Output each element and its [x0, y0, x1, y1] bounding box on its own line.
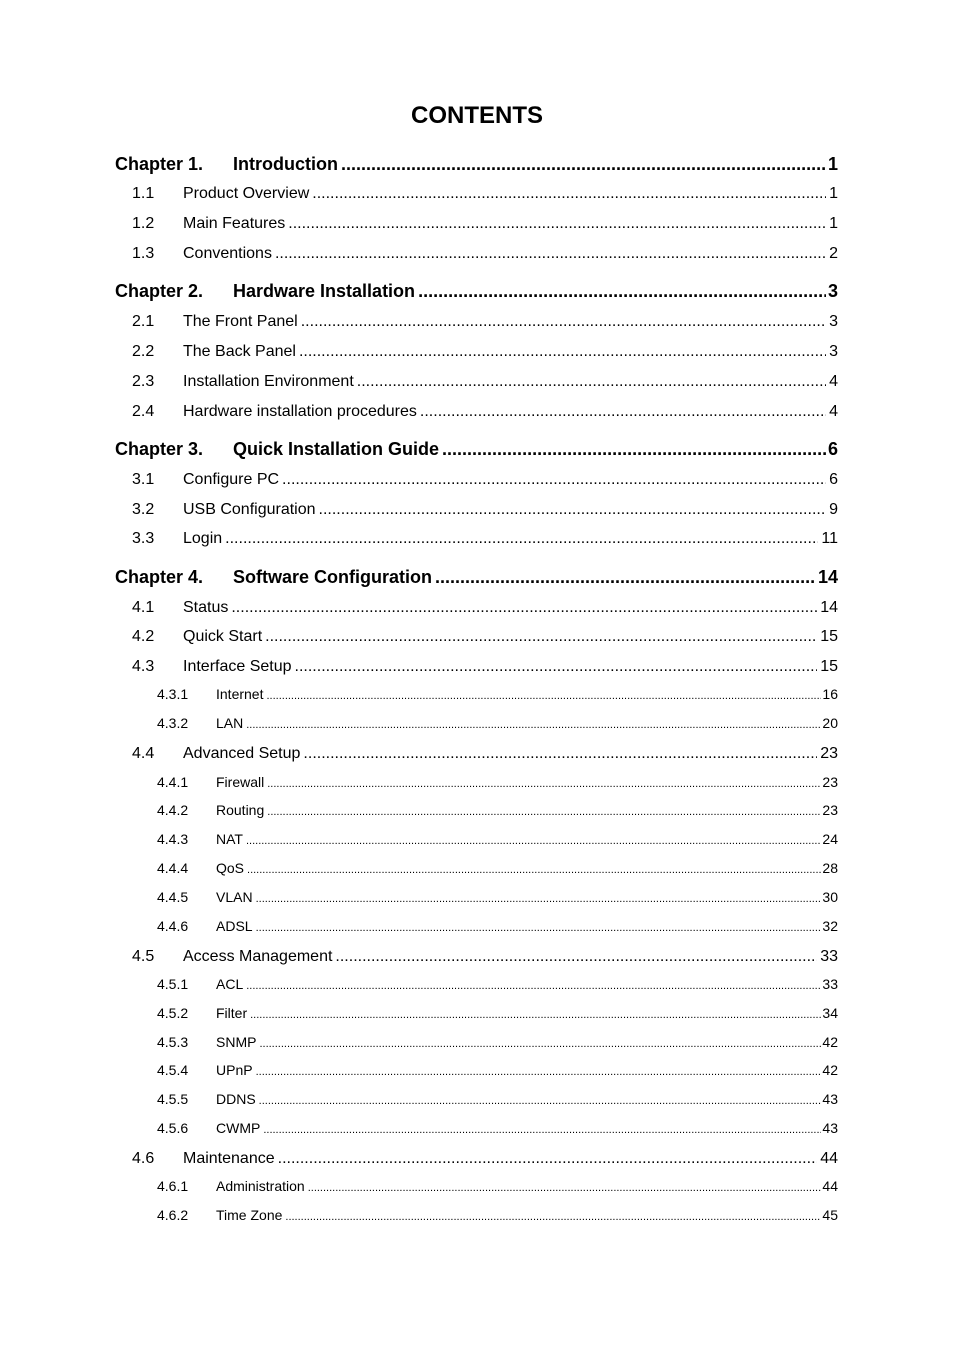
toc-entry-page-number: 3 — [829, 343, 838, 360]
toc-subsection-entry[interactable] — [157, 831, 838, 851]
dot-leader — [231, 599, 817, 617]
toc-entry-number: 4.5 — [132, 948, 155, 965]
toc-entry-title: Configure PC — [183, 471, 280, 488]
dot-leader — [295, 658, 818, 676]
toc-entry-page-number: 30 — [822, 889, 838, 905]
toc-entry-number: 4.6 — [132, 1150, 155, 1167]
toc-entry-page-number: 43 — [822, 1120, 838, 1136]
toc-section-entry[interactable] — [132, 948, 838, 970]
toc-entry-title: The Back Panel — [183, 343, 296, 360]
toc-entry-title: Filter — [216, 1005, 248, 1021]
toc-entry-number: 4.5.2 — [157, 1005, 189, 1021]
dot-leader — [256, 922, 822, 934]
toc-entry-number: 4.3.1 — [157, 686, 189, 702]
toc-entry-number: 4.1 — [132, 599, 155, 616]
toc-entry-title: Quick Start — [183, 628, 263, 645]
dot-leader — [267, 778, 821, 790]
dot-leader — [246, 980, 821, 992]
toc-entry-title: USB Configuration — [183, 501, 316, 518]
toc-entry-page-number: 43 — [822, 1091, 838, 1107]
toc-chapter-entry[interactable] — [115, 281, 838, 305]
toc-entry-title: Routing — [216, 802, 265, 818]
dot-leader — [267, 806, 821, 818]
toc-entry-title: Internet — [216, 686, 264, 702]
toc-entry-number: 4.4.5 — [157, 889, 189, 905]
toc-entry-page-number: 33 — [822, 976, 838, 992]
dot-leader — [308, 1182, 822, 1194]
toc-entry-number: 4.3.2 — [157, 715, 189, 731]
toc-entry-page-number: 6 — [827, 439, 838, 459]
toc-entry-title: CWMP — [216, 1120, 261, 1136]
toc-subsection-entry[interactable] — [157, 802, 838, 822]
toc-entry-number: 1.1 — [132, 185, 155, 202]
toc-subsection-entry[interactable] — [157, 686, 838, 706]
toc-entry-title: ACL — [216, 976, 244, 992]
toc-entry-number: 2.2 — [132, 343, 155, 360]
toc-chapter-entry[interactable] — [115, 439, 838, 463]
toc-section-entry[interactable] — [132, 471, 838, 493]
toc-entry-title: Advanced Setup — [183, 745, 301, 762]
dot-leader — [263, 1124, 821, 1136]
toc-entry-page-number: 15 — [820, 658, 838, 675]
toc-entry-page-number: 16 — [822, 686, 838, 702]
toc-entry-title: VLAN — [216, 889, 253, 905]
toc-section-entry[interactable] — [132, 185, 838, 207]
toc-section-entry[interactable] — [132, 745, 838, 767]
toc-subsection-entry[interactable] — [157, 918, 838, 938]
toc-entry-number: 4.5.4 — [157, 1062, 189, 1078]
dot-leader — [418, 281, 826, 302]
toc-subsection-entry[interactable] — [157, 1120, 838, 1140]
dot-leader — [278, 1150, 818, 1168]
toc-entry-title: Administration — [216, 1178, 305, 1194]
toc-entry-number: 3.1 — [132, 471, 155, 488]
toc-entry-page-number: 44 — [822, 1178, 838, 1194]
toc-entry-page-number: 42 — [822, 1034, 838, 1050]
toc-subsection-entry[interactable] — [157, 1178, 838, 1198]
toc-entry-page-number: 20 — [822, 715, 838, 731]
toc-entry-page-number: 45 — [822, 1207, 838, 1223]
toc-entry-number: 4.4.3 — [157, 831, 189, 847]
toc-entry-page-number: 6 — [829, 471, 838, 488]
toc-subsection-entry[interactable] — [157, 1005, 838, 1025]
toc-entry-number: 3.2 — [132, 501, 155, 518]
dot-leader — [265, 628, 817, 646]
dot-leader — [299, 343, 826, 361]
toc-entry-number: 1.2 — [132, 215, 155, 232]
toc-entry-number: 4.5.5 — [157, 1091, 189, 1107]
toc-chapter-entry[interactable] — [115, 154, 838, 178]
dot-leader — [246, 719, 821, 731]
toc-entry-number: 4.4.2 — [157, 802, 189, 818]
toc-entry-page-number: 23 — [822, 802, 838, 818]
toc-entry-number: 4.2 — [132, 628, 155, 645]
toc-entry-page-number: 3 — [827, 281, 838, 301]
toc-entry-title: DDNS — [216, 1091, 256, 1107]
toc-entry-title: QoS — [216, 860, 245, 876]
toc-entry-title: Installation Environment — [183, 373, 354, 390]
toc-entry-number: 1.3 — [132, 245, 155, 262]
toc-entry-title: LAN — [216, 715, 244, 731]
toc-entry-page-number: 34 — [822, 1005, 838, 1021]
dot-leader — [341, 154, 826, 175]
toc-subsection-entry[interactable] — [157, 774, 838, 794]
dot-leader — [250, 1009, 821, 1021]
toc-chapter-entry[interactable] — [115, 567, 838, 591]
toc-entry-number: 2.3 — [132, 373, 155, 390]
toc-entry-title: Time Zone — [216, 1207, 283, 1223]
toc-entry-number: Chapter 4. — [115, 567, 204, 587]
page-title: CONTENTS — [411, 102, 543, 129]
toc-entry-number: 4.5.3 — [157, 1034, 189, 1050]
toc-entry-page-number: 14 — [820, 599, 838, 616]
dot-leader — [275, 245, 826, 263]
toc-entry-page-number: 23 — [822, 774, 838, 790]
toc-entry-title: Hardware Installation — [233, 281, 416, 301]
dot-leader — [303, 745, 817, 763]
toc-entry-number: 2.4 — [132, 403, 155, 420]
toc-entry-number: 4.4.4 — [157, 860, 189, 876]
dot-leader — [266, 690, 821, 702]
toc-subsection-entry[interactable] — [157, 860, 838, 880]
toc-entry-title: Quick Installation Guide — [233, 439, 440, 459]
dot-leader — [256, 893, 822, 905]
toc-entry-title: The Front Panel — [183, 313, 298, 330]
toc-section-entry[interactable] — [132, 215, 838, 237]
dot-leader — [285, 1211, 821, 1223]
toc-entry-number: 3.3 — [132, 530, 155, 547]
toc-entry-page-number: 1 — [827, 154, 838, 174]
toc-entry-page-number: 28 — [822, 860, 838, 876]
toc-entry-number: 4.6.1 — [157, 1178, 189, 1194]
toc-entry-title: Interface Setup — [183, 658, 292, 675]
toc-entry-page-number: 2 — [829, 245, 838, 262]
dot-leader — [247, 864, 821, 876]
dot-leader — [357, 373, 826, 391]
toc-section-entry[interactable] — [132, 343, 838, 365]
toc-entry-number: 4.3 — [132, 658, 155, 675]
toc-entry-title: Maintenance — [183, 1150, 275, 1167]
toc-subsection-entry[interactable] — [157, 1207, 838, 1227]
toc-entry-title: Product Overview — [183, 185, 310, 202]
toc-entry-number: 2.1 — [132, 313, 155, 330]
toc-entry-title: ADSL — [216, 918, 253, 934]
toc-entry-number: Chapter 3. — [115, 439, 204, 459]
toc-entry-page-number: 14 — [817, 567, 838, 587]
toc-entry-page-number: 15 — [820, 628, 838, 645]
dot-leader — [256, 1066, 822, 1078]
toc-section-entry[interactable] — [132, 403, 838, 425]
toc-entry-title: Login — [183, 530, 223, 547]
toc-entry-page-number: 11 — [821, 530, 838, 547]
dot-leader — [312, 185, 826, 203]
toc-entry-number: 4.5.1 — [157, 976, 189, 992]
dot-leader — [259, 1038, 821, 1050]
dot-leader — [301, 313, 826, 331]
dot-leader — [442, 439, 826, 460]
toc-subsection-entry[interactable] — [157, 1062, 838, 1082]
toc-entry-page-number: 4 — [829, 373, 838, 390]
toc-entry-page-number: 1 — [829, 185, 838, 202]
dot-leader — [288, 215, 826, 233]
dot-leader — [420, 403, 826, 421]
toc-section-entry[interactable] — [132, 530, 838, 552]
toc-section-entry[interactable] — [132, 628, 838, 650]
toc-section-entry[interactable] — [132, 658, 838, 680]
dot-leader — [319, 501, 827, 519]
toc-entry-title: Status — [183, 599, 229, 616]
toc-entry-title: SNMP — [216, 1034, 257, 1050]
toc-entry-title: Hardware installation procedures — [183, 403, 417, 420]
dot-leader — [225, 530, 818, 548]
toc-entry-page-number: 4 — [829, 403, 838, 420]
toc-entry-title: UPnP — [216, 1062, 253, 1078]
toc-entry-page-number: 3 — [829, 313, 838, 330]
toc-section-entry[interactable] — [132, 373, 838, 395]
toc-subsection-entry[interactable] — [157, 889, 838, 909]
toc-entry-page-number: 33 — [820, 948, 838, 965]
toc-entry-title: Access Management — [183, 948, 333, 965]
toc-entry-title: NAT — [216, 831, 243, 847]
toc-section-entry[interactable] — [132, 245, 838, 267]
toc-section-entry[interactable] — [132, 501, 838, 523]
toc-entry-title: Main Features — [183, 215, 286, 232]
toc-entry-number: 4.4.6 — [157, 918, 189, 934]
dot-leader — [282, 471, 826, 489]
toc-entry-number: Chapter 1. — [115, 154, 204, 174]
toc-section-entry[interactable] — [132, 313, 838, 335]
dot-leader — [335, 948, 817, 966]
toc-entry-page-number: 44 — [820, 1150, 838, 1167]
dot-leader — [435, 567, 816, 588]
toc-entry-number: 4.4 — [132, 745, 155, 762]
toc-subsection-entry[interactable] — [157, 1091, 838, 1111]
toc-section-entry[interactable] — [132, 1150, 838, 1172]
toc-entry-page-number: 1 — [829, 215, 838, 232]
dot-leader — [246, 835, 821, 847]
toc-entry-page-number: 24 — [822, 831, 838, 847]
toc-section-entry[interactable] — [132, 599, 838, 621]
toc-entry-number: 4.6.2 — [157, 1207, 189, 1223]
toc-subsection-entry[interactable] — [157, 976, 838, 996]
toc-entry-page-number: 32 — [822, 918, 838, 934]
toc-subsection-entry[interactable] — [157, 715, 838, 735]
toc-entry-page-number: 23 — [820, 745, 838, 762]
toc-entry-number: Chapter 2. — [115, 281, 204, 301]
toc-entry-title: Software Configuration — [233, 567, 432, 587]
toc-entry-number: 4.4.1 — [157, 774, 189, 790]
toc-entry-title: Introduction — [233, 154, 338, 174]
toc-entry-number: 4.5.6 — [157, 1120, 189, 1136]
toc-entry-page-number: 9 — [829, 501, 838, 518]
dot-leader — [259, 1095, 822, 1107]
toc-entry-title: Conventions — [183, 245, 272, 262]
toc-subsection-entry[interactable] — [157, 1034, 838, 1054]
toc-entry-title: Firewall — [216, 774, 265, 790]
toc-entry-page-number: 42 — [822, 1062, 838, 1078]
